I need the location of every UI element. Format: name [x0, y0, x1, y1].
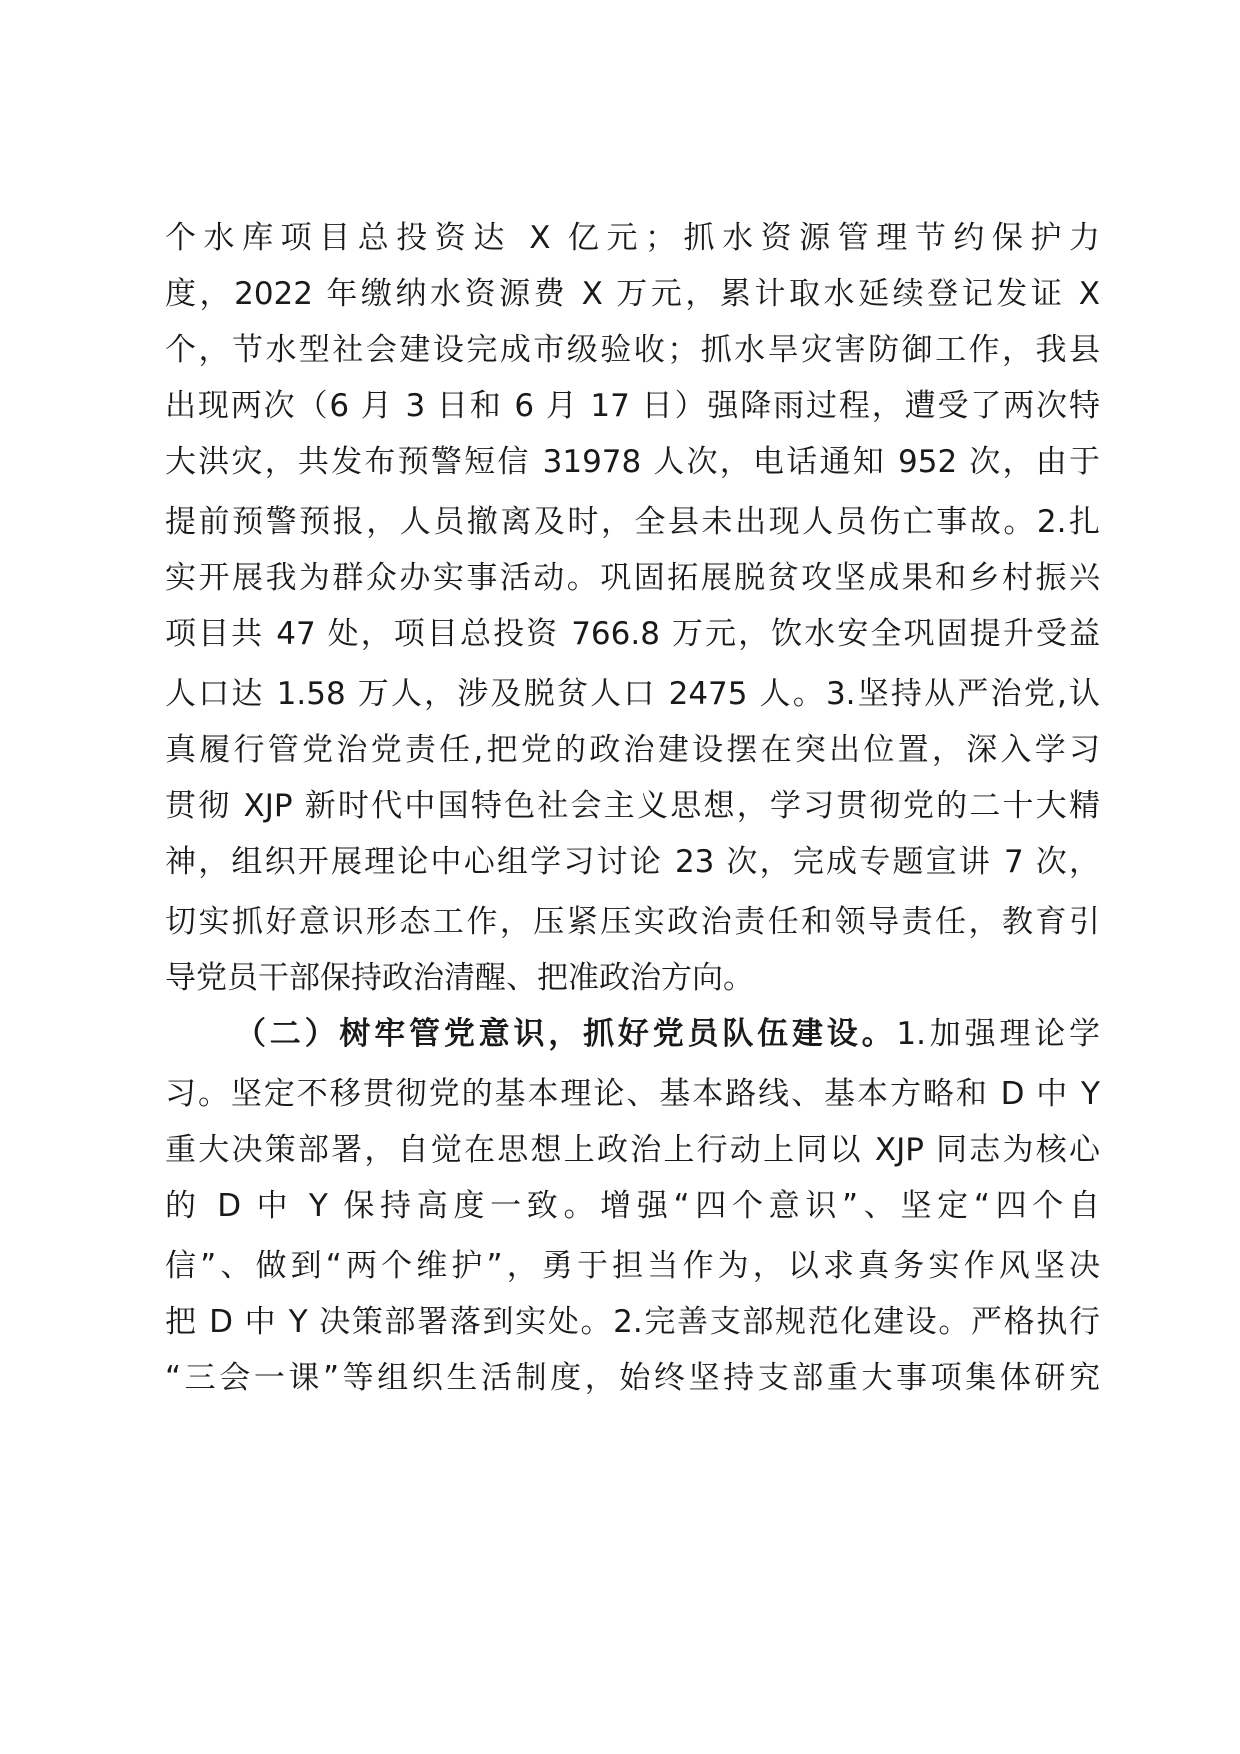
paragraph-line: 把 D 中 Y 决策部署落到实处。2.完善支部规范化建设。严格执行 [165, 1304, 1100, 1340]
paragraph-line: 贯彻 XJP 新时代中国特色社会主义思想，学习贯彻党的二十大精 [165, 788, 1100, 824]
paragraph-line: 项目共 47 处，项目总投资 766.8 万元，饮水安全巩固提升受益 [165, 616, 1100, 652]
paragraph-line: 个水库项目总投资达 X 亿元；抓水资源管理节约保护力 [165, 220, 1100, 256]
section-heading-rest: 1.加强理论学 [896, 1016, 1100, 1052]
paragraph-line: 信”、做到“两个维护”，勇于担当作为，以求真务实作风坚决 [165, 1248, 1100, 1284]
section-heading-line [235, 1002, 1100, 1066]
section-heading: （二）树牢管党意识，抓好党员队伍建设。 [235, 1016, 897, 1052]
paragraph-line: 导党员干部保持政治清醒、把准政治方向。 [165, 960, 754, 996]
paragraph-line: 人口达 1.58 万人，涉及脱贫人口 2475 人。3.坚持从严治党,认 [165, 676, 1100, 712]
paragraph-line: 实开展我为群众办实事活动。巩固拓展脱贫攻坚成果和乡村振兴 [165, 560, 1100, 596]
paragraph-line: 重大决策部署，自觉在思想上政治上行动上同以 XJP 同志为核心 [165, 1132, 1100, 1168]
paragraph-line: 真履行管党治党责任,把党的政治建设摆在突出位置，深入学习 [165, 732, 1100, 768]
paragraph-line: 度，2022 年缴纳水资源费 X 万元，累计取水延续登记发证 X [165, 276, 1100, 312]
paragraph-line: 出现两次（6 月 3 日和 6 月 17 日）强降雨过程，遭受了两次特 [165, 388, 1100, 424]
paragraph-line: 神，组织开展理论中心组学习讨论 23 次，完成专题宣讲 7 次， [165, 844, 1100, 880]
paragraph-line: 大洪灾，共发布预警短信 31978 人次，电话通知 952 次，由于 [165, 444, 1100, 480]
paragraph-line: 切实抓好意识形态工作，压紧压实政治责任和领导责任，教育引 [165, 904, 1100, 940]
paragraph-line: 提前预警预报，人员撤离及时，全县未出现人员伤亡事故。2.扎 [165, 504, 1100, 540]
paragraph-line: “三会一课”等组织生活制度，始终坚持支部重大事项集体研究 [165, 1360, 1100, 1396]
paragraph-line: 习。坚定不移贯彻党的基本理论、基本路线、基本方略和 D 中 Y [165, 1076, 1100, 1112]
paragraph-line: 个，节水型社会建设完成市级验收；抓水旱灾害防御工作，我县 [165, 332, 1100, 368]
paragraph-line: 的 D 中 Y 保持高度一致。增强“四个意识”、坚定“四个自 [165, 1188, 1100, 1224]
